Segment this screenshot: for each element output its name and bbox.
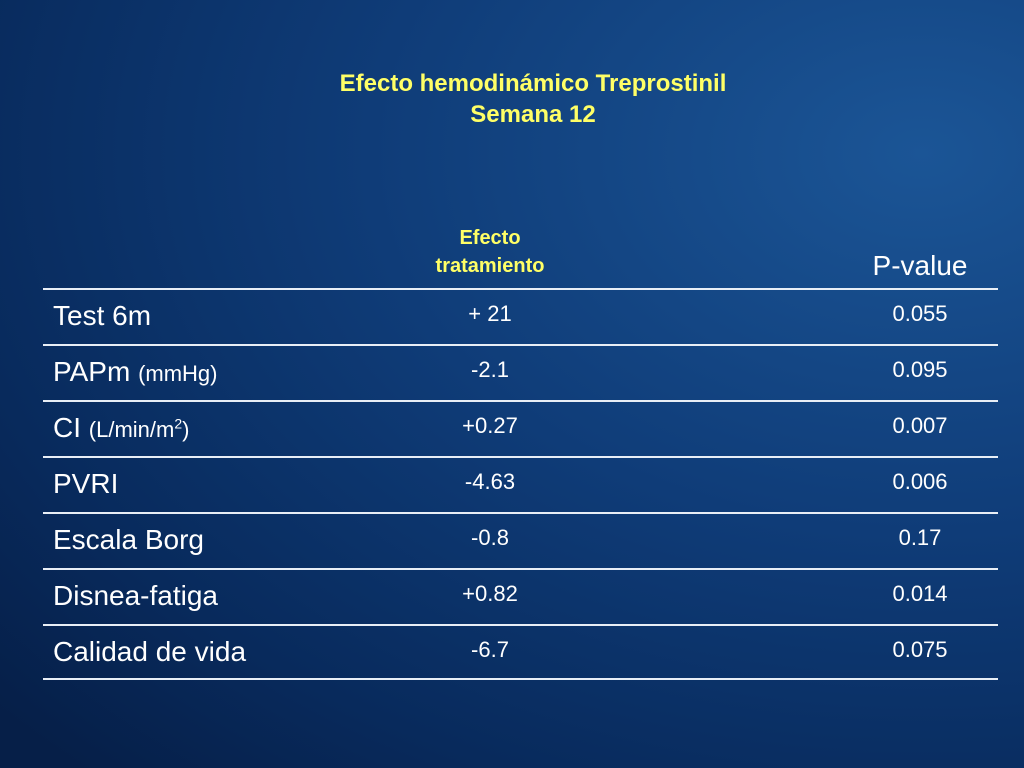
row-pvalue: 0.075 xyxy=(892,637,948,662)
row-label xyxy=(53,468,118,500)
row-label xyxy=(53,636,246,668)
pvalue-column-header: P-value xyxy=(872,250,968,281)
row-effect-value: +0.27 xyxy=(462,413,518,438)
row-label xyxy=(53,580,218,612)
row-label-text: Escala Borg xyxy=(53,524,204,555)
row-label xyxy=(53,356,218,388)
row-unit-superscript: 2 xyxy=(174,415,183,432)
row-label-text: Calidad de vida xyxy=(53,636,247,667)
effect-header-line-1: Efecto xyxy=(459,227,521,249)
table-row xyxy=(43,568,998,624)
row-pvalue: 0.17 xyxy=(898,525,942,550)
title-line-1: Efecto hemodinámico Treprostinil xyxy=(339,70,727,97)
table-row xyxy=(43,288,998,344)
table-row xyxy=(43,512,998,568)
row-effect-value: -2.1 xyxy=(471,357,509,382)
table-row xyxy=(43,400,998,456)
row-effect-value: -4.63 xyxy=(464,469,516,494)
row-pvalue: 0.006 xyxy=(892,469,948,494)
row-label-text: Disnea-fatiga xyxy=(53,580,218,611)
row-label-text: PAPm xyxy=(53,356,139,387)
row-effect-value: -6.7 xyxy=(471,637,509,662)
row-pvalue: 0.095 xyxy=(892,357,948,382)
row-unit xyxy=(89,417,190,442)
row-unit-close: ) xyxy=(182,417,190,442)
results-table xyxy=(43,288,998,680)
row-unit-text: (L/min/m xyxy=(88,417,175,442)
row-effect-value: + 21 xyxy=(468,301,512,326)
row-pvalue: 0.014 xyxy=(892,581,948,606)
row-label-text: PVRI xyxy=(53,468,119,499)
row-label-text: Test 6m xyxy=(53,300,152,331)
table-row xyxy=(43,624,998,680)
row-pvalue: 0.007 xyxy=(892,413,948,438)
row-effect-value: +0.82 xyxy=(462,581,518,606)
table-row xyxy=(43,344,998,400)
row-unit: (mmHg) xyxy=(138,361,218,386)
effect-column-header xyxy=(390,224,590,280)
row-effect-value: -0.8 xyxy=(471,525,509,550)
row-label xyxy=(53,412,189,444)
row-label xyxy=(53,524,204,556)
table-row xyxy=(43,456,998,512)
row-pvalue: 0.055 xyxy=(892,301,948,326)
row-label-text: CI xyxy=(53,412,89,443)
row-label xyxy=(53,300,151,332)
title-line-2: Semana 12 xyxy=(470,101,596,128)
slide-title xyxy=(42,68,1024,130)
effect-header-line-2: tratamiento xyxy=(435,255,545,277)
